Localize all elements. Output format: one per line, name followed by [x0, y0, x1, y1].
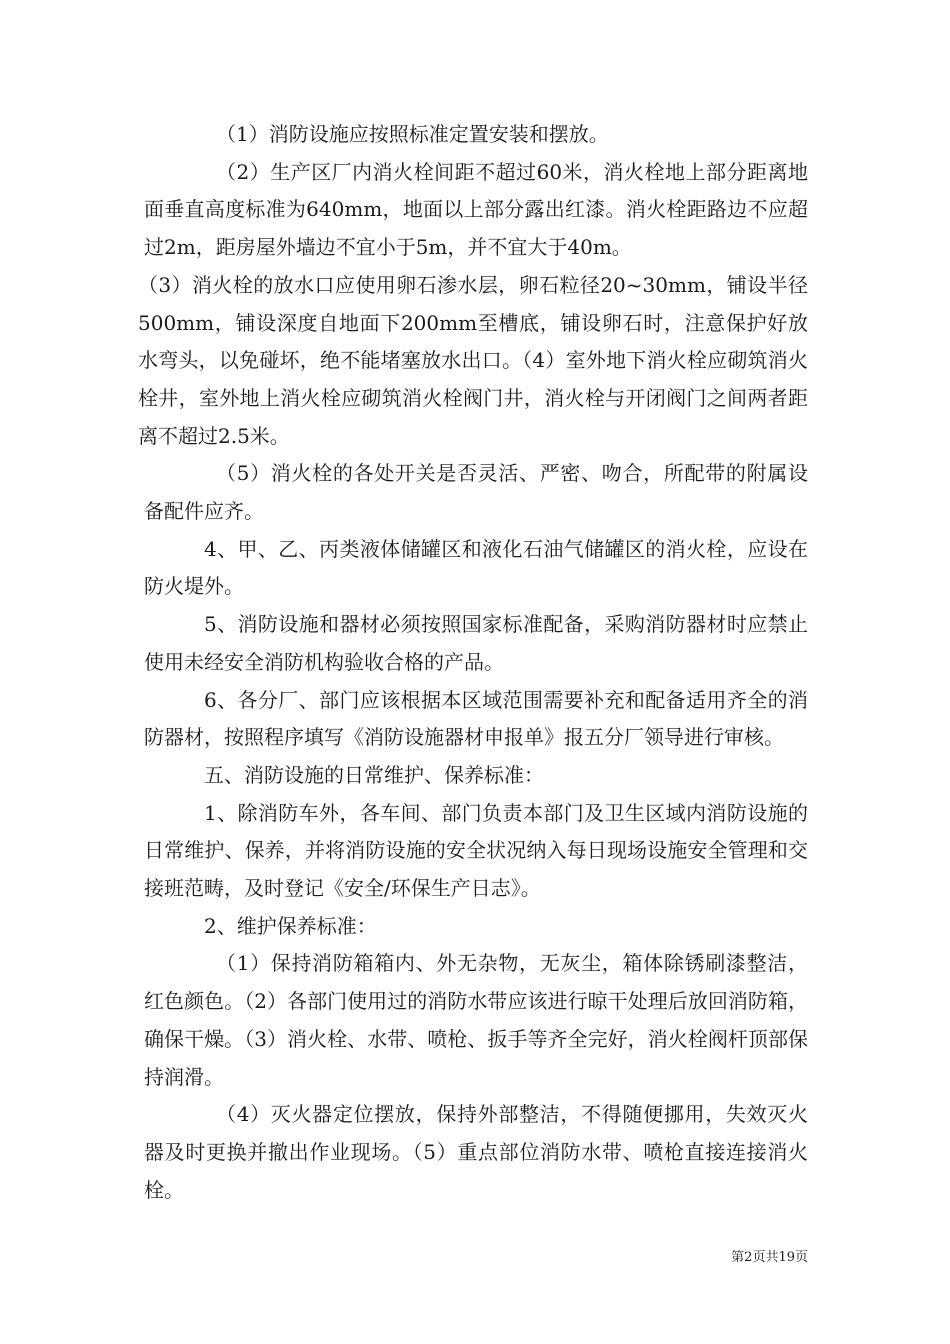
paragraph-10: （1）保持消防箱箱内、外无杂物，无灰尘，箱体除锈刷漆整洁，红色颜色。（2）各部门使用过的消防水带应该进行晾干处理后放回消防箱，确保干燥。（3）消火栓、水带、喷枪、扳手等齐全完好，消火栓阀杆顶部保持润滑。 — [144, 951, 808, 1089]
paragraph-3: （3）消火栓的放水口应使用卵石渗水层，卵石粒径20~30mm，铺设半径500mm，铺设深度自地面下200mm至槽底，铺设卵石时，注意保护好放水弯头，以免碰坏，绝不能堵塞放水出口。（4）室外地下消火栓应砌筑消火栓井，室外地上消火栓应砌筑消火栓阀门井，消火栓与开闭阀门之间两者距离不超过2.5米。 — [138, 272, 808, 448]
paragraph-9: 2、维护保养标准： — [204, 913, 377, 938]
paragraph-11: （4）灭火器定位摆放，保持外部整洁，不得随便挪用，失效灭火器及时更换并撤出作业现场。（5）重点部位消防水带、喷枪直接连接消火栓。 — [144, 1102, 808, 1202]
paragraph-6: 5、消防设施和器材必须按照国家标准配备，采购消防器材时应禁止使用未经安全消防机构验收合格的产品。 — [144, 612, 808, 674]
paragraph-8: 1、除消防车外，各车间、部门负责本部门及卫生区域内消防设施的日常维护、保养，并将消防设施的安全状况纳入每日现场设施安全管理和交接班范畴，及时登记《安全/环保生产日志》。 — [144, 800, 808, 901]
paragraph-7: 6、各分厂、部门应该根据本区域范围需要补充和配备适用齐全的消防器材，按照程序填写《消防设施器材申报单》报五分厂领导进行审核。 — [144, 687, 808, 750]
paragraph-1: （1）消防设施应按照标准定置安装和摆放。 — [216, 122, 609, 146]
paragraph-4: （5）消火栓的各处开关是否灵活、严密、吻合，所配带的附属设备配件应齐。 — [144, 461, 808, 524]
document-body — [138, 116, 808, 1209]
page-number: 第2页共19页 — [731, 1250, 808, 1265]
section-heading: 五、消防设施的日常维护、保养标准： — [204, 762, 544, 787]
paragraph-5: 4、甲、乙、丙类液体储罐区和液化石油气储罐区的消火栓，应设在防火堤外。 — [144, 536, 808, 599]
paragraph-2: （2）生产区厂内消火栓间距不超过60米，消火栓地上部分距离地面垂直高度标准为640mm，地面以上部分露出红漆。消火栓距路边不应超过2m，距房屋外墙边不宜小于5m，并不宜大于40m。 — [144, 159, 808, 260]
